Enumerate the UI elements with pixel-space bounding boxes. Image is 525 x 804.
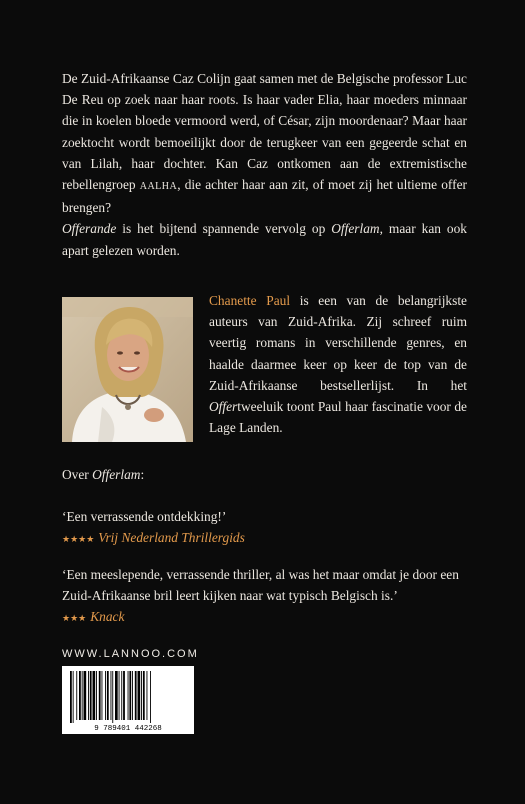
bio-italic-title: Offer (209, 399, 238, 415)
barcode-bars (70, 671, 151, 723)
reviews-heading (62, 467, 144, 483)
barcode-bar (90, 671, 92, 720)
barcode-bar (102, 671, 103, 720)
blurb-text: De Zuid-Afrikaanse Caz Colijn gaat samen met de Belgische professor Luc De Reu op zoek naar haar roots. Is haar vader Elia, haar moeders minnaar die in koelen bloede vermoord werd, of César, zijn moordenaar? Maar haar zoektocht wordt bemoeilijkt door de terugkeer van een gegeerde schat en van Lilah, haar dochter. Kan Caz ontkomen aan de extremistische rebellengroep (62, 71, 467, 193)
blurb-text-end: , die achter haar aan zit, of moet zij het ultieme offer brengen? (62, 177, 467, 216)
blurb-text-mid: is het bijtend spannende vervolg op (116, 221, 332, 237)
barcode-bar (119, 671, 120, 720)
barcode-bar (70, 671, 72, 723)
barcode-image (62, 666, 194, 734)
barcode-bar (79, 671, 81, 720)
barcode-bar (88, 671, 89, 720)
review-1 (62, 506, 245, 550)
author-photo (62, 297, 193, 442)
rebel-group-acronym: AALHA (139, 181, 178, 193)
barcode-bar (123, 671, 125, 720)
barcode-bar (141, 671, 142, 720)
author-name: Chanette Paul (209, 293, 291, 308)
reviews-heading-title: Offerlam (92, 467, 141, 482)
author-bio (209, 290, 467, 438)
isbn-barcode (62, 666, 194, 734)
review-quote: ‘Een verrassende ontdekking!’ (62, 509, 227, 524)
barcode-bar (115, 671, 118, 720)
reviews-heading-colon: : (140, 467, 145, 482)
author-bio-text-end: tweeluik toont Paul haar fascinatie voor de Lage Landen. (209, 399, 467, 436)
blurb-paragraph-1 (62, 68, 467, 218)
barcode-bar (121, 671, 122, 720)
barcode-bar (112, 671, 113, 723)
review-attribution (62, 606, 472, 629)
barcode-digits: 9 789401 442268 (94, 725, 162, 733)
review-2 (62, 564, 472, 629)
barcode-bar (150, 671, 151, 723)
barcode-bar (82, 671, 83, 720)
blurb (62, 68, 467, 261)
barcode-bar (96, 671, 97, 720)
barcode-bar (111, 671, 112, 720)
author-bio-text: is een van de belangrijkste auteurs van Zuid-Afrika. Zij schreef ruim veertig romans in verschillende genres, en haalde daarmee keer op keer de top van de Zuid-Afrikaanse bestsellerlijst. In het (209, 293, 467, 393)
barcode-bar (129, 671, 131, 720)
blurb-text-post: , maar kan ook apart gelezen worden. (62, 221, 467, 258)
barcode-bar (143, 671, 145, 720)
barcode-bar (138, 671, 141, 720)
barcode-bar (147, 671, 148, 720)
barcode-bar (135, 671, 137, 720)
book-title-offerande: Offerande (62, 221, 117, 237)
reviews-heading-pre: Over (62, 467, 93, 482)
review-source: Knack (90, 609, 125, 624)
barcode-bar (107, 671, 109, 720)
blurb-paragraph-2 (62, 218, 467, 260)
barcode-bar (105, 671, 106, 720)
book-title-offerlam: Offerlam (331, 221, 380, 237)
barcode-bar (84, 671, 87, 720)
barcode-bar (132, 671, 133, 720)
star-rating-icon: ★★★ (62, 613, 87, 623)
review-attribution (62, 527, 245, 550)
barcode-bar (76, 671, 77, 720)
barcode-bar (99, 671, 101, 720)
review-source: Vrij Nederland Thrillergids (98, 530, 245, 545)
review-quote: ‘Een meeslepende, verrassende thriller, al was het maar omdat je door een Zuid-Afrikaanse bril leert kijken naar wat typisch Belgisch is.’ (62, 567, 459, 603)
star-rating-icon: ★★★★ (62, 534, 95, 544)
barcode-bar (93, 671, 96, 720)
barcode-bar (128, 671, 129, 720)
barcode-bar (73, 671, 74, 723)
publisher-url: WWW.LANNOO.COM (62, 648, 199, 660)
author-portrait-image (62, 297, 193, 442)
